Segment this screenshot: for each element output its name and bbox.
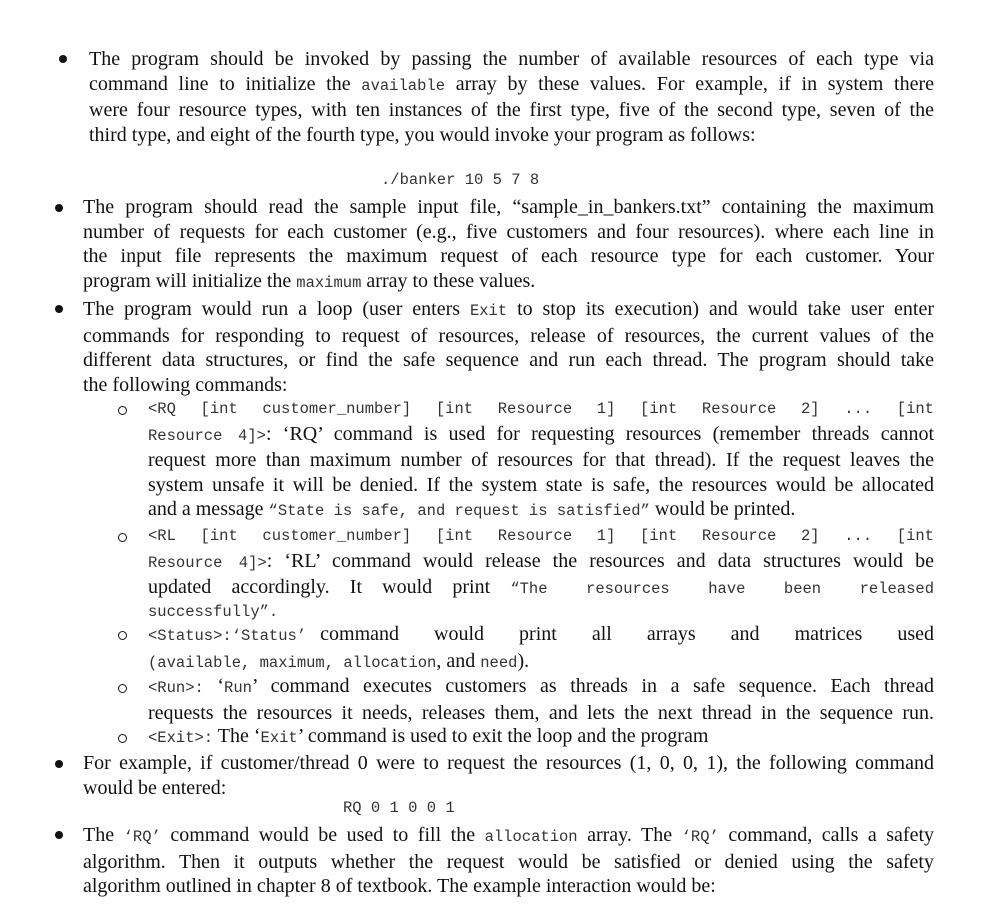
- text-run: The program would run a loop (user enters: [83, 298, 470, 320]
- command-example-banker: ./banker 10 5 7 8: [381, 171, 540, 189]
- code-available: available: [361, 76, 445, 95]
- command-status-description: [148, 622, 934, 675]
- text-line: [83, 823, 934, 850]
- text-line: algorithm outlined in chapter 8 of textbook. The example interaction would be:: [83, 875, 716, 898]
- code-allocation: allocation: [484, 828, 578, 846]
- text-run: ’ command executes customers as threads in a safe sequence. Each thread: [251, 675, 934, 697]
- text-line: requests the resources it needs, releases them, and lets the next thread in the sequence run.: [148, 701, 934, 724]
- text-line: number of requests for each customer (e.g., five customers and four resources). where each line in: [83, 220, 934, 243]
- text-line: [83, 269, 934, 296]
- text-run: : ‘RQ’ command is used for requesting resources (remember threads cannot: [265, 422, 935, 445]
- text-line: [148, 649, 934, 676]
- text-run: updated accordingly. It would print: [148, 576, 511, 599]
- command-rl-syntax: <RL [int customer_number] [int Resource 1] [int Resource 2] ... [int: [148, 527, 934, 545]
- code-rq: ‘RQ’: [123, 828, 161, 846]
- command-example-rq: RQ 0 1 0 0 1: [343, 799, 455, 817]
- bullet-dot: [55, 831, 63, 839]
- text-line: The program should read the sample input file, “sample_in_bankers.txt” containing the maximum: [83, 196, 934, 218]
- message-state-safe: “State is safe, and request is satisfied”: [268, 502, 650, 521]
- bullet-dot: [55, 204, 63, 212]
- text-run: command, calls a safety: [718, 824, 935, 846]
- command-rq-description: [148, 397, 934, 524]
- sub-bullet-circle: [118, 533, 127, 542]
- text-run: array to these values.: [361, 269, 536, 292]
- text-line: algorithm. Then it outputs whether the request would be satisfied or denied using the safety: [83, 850, 934, 873]
- sub-bullet-circle: [118, 734, 127, 743]
- command-exit-syntax: <Exit>:: [148, 729, 214, 747]
- text-line: [148, 674, 934, 701]
- message-released: “The resources have been released: [510, 580, 935, 599]
- text-line: The program should be invoked by passing the number of available resources of each type via: [89, 48, 934, 70]
- paragraph-rq-safety: [83, 823, 934, 899]
- command-run-name: Run: [224, 679, 252, 697]
- text-run: array by these values. For example, if in system there: [445, 72, 934, 95]
- text-run: command would print all arrays and matrices used: [320, 623, 934, 645]
- code-array-list: (available, maximum, allocation: [148, 653, 437, 672]
- text-run: , and: [436, 649, 481, 672]
- command-exit-description: [148, 724, 934, 751]
- text-run: would be printed.: [649, 498, 796, 521]
- text-line: [148, 622, 934, 649]
- text-run: and a message: [148, 498, 269, 521]
- message-released-end: successfully”.: [148, 602, 279, 621]
- text-line: [148, 724, 934, 751]
- text-line: request more than maximum number of resources for that thread). If the request leaves the: [148, 449, 934, 472]
- code-rq: ‘RQ’: [681, 828, 719, 846]
- text-run: command line to initialize the: [89, 72, 362, 95]
- bullet-dot: [55, 760, 63, 768]
- text-line: For example, if customer/thread 0 were to request the resources (1, 0, 0, 1), the following command: [83, 752, 934, 774]
- command-rq-syntax: <RQ [int customer_number] [int Resource 1] [int Resource 2] ... [int: [148, 400, 934, 418]
- text-run: The: [83, 824, 124, 846]
- paragraph-input-file: [83, 195, 934, 295]
- command-run-description: [148, 674, 934, 725]
- text-line: [83, 297, 934, 324]
- text-line: would be entered:: [83, 776, 227, 799]
- paragraph-loop: [83, 297, 934, 397]
- text-line: third type, and eight of the fourth type, you would invoke your program as follows:: [89, 123, 756, 146]
- text-line: the input file represents the maximum request of each resource type for each customer. Your: [83, 245, 934, 268]
- sub-bullet-circle: [118, 631, 127, 640]
- command-rl-syntax-end: Resource 4]>: [148, 553, 267, 572]
- text-run: command would be used to fill the: [160, 824, 485, 846]
- code-exit: Exit: [469, 302, 508, 320]
- bullet-dot: [55, 305, 63, 313]
- paragraph-invocation: [89, 47, 934, 147]
- text-run: array. The: [577, 824, 682, 846]
- text-line: the following commands:: [83, 373, 288, 396]
- command-rq-syntax-end: Resource 4]>: [148, 426, 266, 445]
- text-run: program will initialize the: [83, 269, 297, 292]
- text-line: system unsafe it will be denied. If the system state is safe, the resources would be allocated: [148, 473, 934, 496]
- command-status-syntax: <Status>:: [148, 627, 232, 645]
- command-run-syntax: <Run>:: [148, 679, 204, 697]
- bullet-dot: [59, 55, 67, 63]
- command-exit-name: Exit: [260, 729, 298, 747]
- text-run: ‘: [203, 675, 225, 697]
- text-line: were four resource types, with ten instances of the first type, five of the second type, seven of the: [89, 99, 934, 122]
- text-line: [89, 72, 934, 99]
- sub-bullet-circle: [118, 406, 127, 415]
- text-line: [148, 422, 934, 449]
- text-line: [148, 575, 934, 602]
- text-line: different data structures, or find the safe sequence and run each thread. The program should take: [83, 349, 934, 372]
- text-run: : ‘RL’ command would release the resources and data structures would be: [266, 549, 934, 572]
- text-run: The ‘: [213, 725, 261, 747]
- text-run: ).: [517, 649, 530, 672]
- text-run: to stop its execution) and would take user enter: [507, 298, 934, 320]
- text-line: commands for responding to request of resources, release of resources, the current values of the: [83, 324, 934, 347]
- paragraph-rq-example: [83, 751, 934, 800]
- code-need: need: [480, 653, 518, 672]
- text-line: [148, 497, 934, 524]
- command-status-name: ‘Status’: [231, 627, 307, 645]
- text-run: ’ command is used to exit the loop and the program: [297, 725, 709, 747]
- command-rl-description: [148, 524, 934, 622]
- code-maximum: maximum: [296, 273, 362, 292]
- sub-bullet-circle: [118, 684, 127, 693]
- text-line: [148, 549, 934, 576]
